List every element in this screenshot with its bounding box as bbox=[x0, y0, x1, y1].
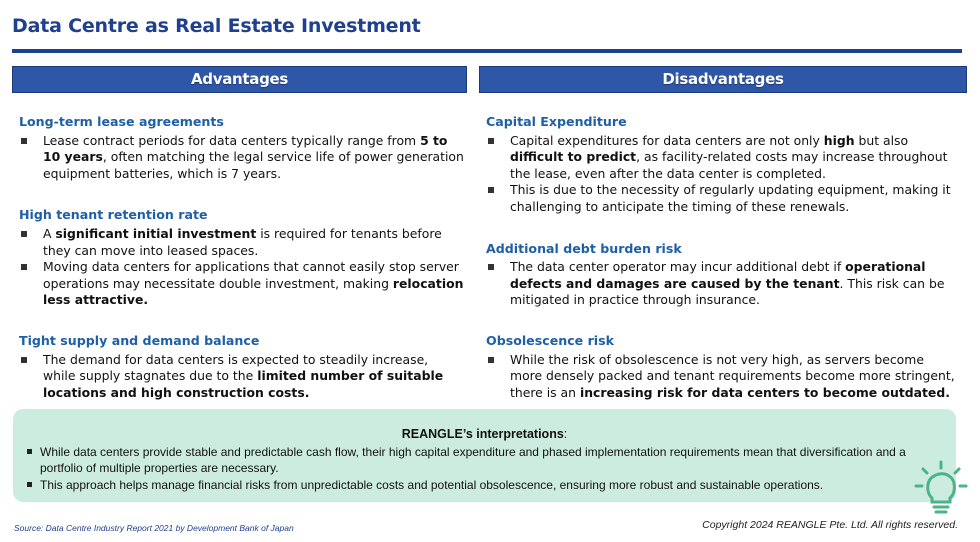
emphasis: relocation less attractive. bbox=[43, 275, 464, 308]
bullet-item: The demand for data centers is expected to steadily increase, while supply stagnates due to the limited number of suitable locations and high construction costs. bbox=[19, 352, 464, 402]
supply-section bbox=[19, 333, 464, 401]
lease-section bbox=[19, 114, 464, 182]
source-note: Source: Data Centre Industry Report 2021 by Development Bank of Japan bbox=[14, 523, 294, 533]
bullet-item: Capital expenditures for data centers are not only high but also difficult to predict, as facility-related costs may increase throughout the lease, even after the data center is completed. bbox=[486, 133, 956, 183]
bullet-list bbox=[486, 259, 956, 309]
interpretation-item: This approach helps manage financial risks from unpredictable costs and potential obsolescence, ensuring more robust and sustainable operations. bbox=[25, 477, 932, 494]
page-title: Data Centre as Real Estate Investment bbox=[12, 15, 421, 37]
bullet-list bbox=[486, 352, 956, 402]
disadvantages-column bbox=[486, 114, 956, 401]
copyright-note: Copyright 2024 REANGLE Pte. Ltd. All rights reserved. bbox=[702, 519, 958, 531]
interpretation-item: While data centers provide stable and predictable cash flow, their high capital expenditure and phased implementation requirements mean that diversification and a portfolio of multiple properties are necessary. bbox=[25, 444, 932, 477]
section-heading: Tight supply and demand balance bbox=[19, 332, 260, 348]
bullet-list bbox=[19, 226, 464, 309]
section-heading: Capital Expenditure bbox=[486, 114, 627, 129]
bullet-item: This is due to the necessity of regularly updating equipment, making it challenging to anticipate the timing of these renewals. bbox=[486, 182, 956, 215]
bullet-item: Moving data centers for applications that cannot easily stop server operations may necessitate double investment, making relocation less attractive. bbox=[19, 259, 464, 309]
section-heading: High tenant retention rate bbox=[19, 207, 208, 223]
retention-section bbox=[19, 207, 464, 309]
debt-section bbox=[486, 241, 956, 309]
section-heading: Long-term lease agreements bbox=[19, 114, 224, 129]
title-divider bbox=[12, 49, 962, 53]
emphasis: difficult to predict bbox=[510, 149, 637, 165]
capex-section bbox=[486, 114, 956, 216]
bullet-item: A significant initial investment is required for tenants before they can move into leased spaces. bbox=[19, 226, 464, 259]
bullet-list bbox=[19, 352, 464, 402]
emphasis: 5 to 10 years bbox=[43, 132, 448, 165]
advantages-header: Advantages bbox=[12, 66, 467, 93]
emphasis: operational defects and damages are caused by the tenant bbox=[510, 259, 926, 291]
interpretations-list bbox=[13, 444, 956, 494]
emphasis: significant initial investment bbox=[55, 225, 257, 241]
advantages-column bbox=[19, 114, 464, 401]
bullet-list bbox=[19, 133, 464, 183]
emphasis: limited number of suitable locations and high construction costs. bbox=[43, 368, 444, 400]
disadvantages-header: Disadvantages bbox=[479, 66, 967, 93]
emphasis: increasing risk for data centers to become outdated. bbox=[579, 384, 950, 400]
bullet-item: The data center operator may incur additional debt if operational defects and damages are caused by the tenant. This risk can be mitigated in practice through insurance. bbox=[486, 259, 956, 309]
section-heading: Obsolescence risk bbox=[486, 332, 614, 348]
emphasis: high bbox=[823, 132, 855, 148]
interpretations-title: REANGLE’s interpretations: bbox=[401, 427, 568, 441]
lightbulb-icon bbox=[914, 460, 968, 516]
obsolescence-section bbox=[486, 333, 956, 401]
bullet-item: Lease contract periods for data centers typically range from 5 to 10 years, often matching the legal service life of power generation equipment batteries, which is 7 years. bbox=[19, 133, 464, 183]
bullet-item: While the risk of obsolescence is not very high, as servers become more densely packed and tenant requirements become more stringent, there is an increasing risk for data centers to become outdated. bbox=[486, 352, 956, 402]
bullet-list bbox=[486, 133, 956, 216]
interpretations-panel bbox=[13, 409, 956, 502]
section-heading: Additional debt burden risk bbox=[486, 240, 682, 256]
